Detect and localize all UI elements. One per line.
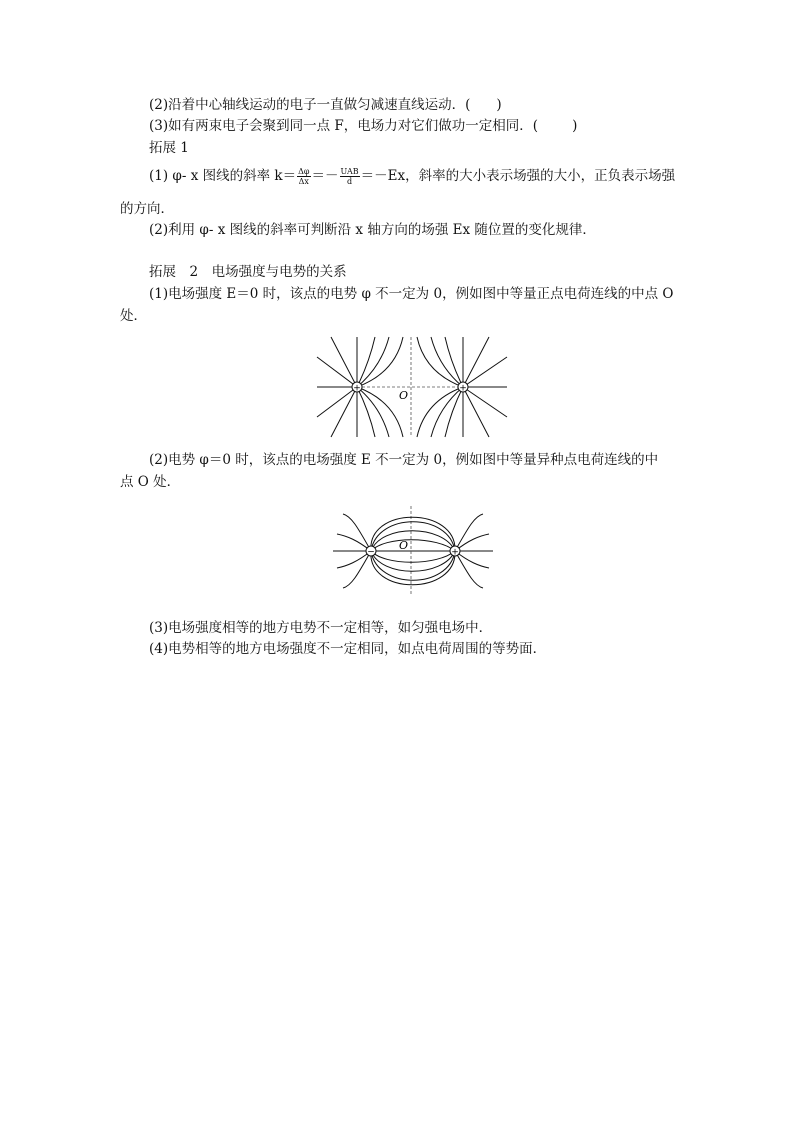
slope-formula-lead: (1) φ- x 图线的斜率 k＝ (149, 168, 297, 184)
slope-formula-tail: ＝－Ex，斜率的大小表示场强的大小，正负表示场强 (360, 168, 676, 184)
fraction-dphi-dx (297, 167, 310, 186)
equals-minus: ＝－ (311, 168, 339, 184)
charge-sign-negative: − (367, 547, 375, 558)
question-3-close: ) (572, 118, 578, 134)
charge-sign-positive: + (451, 547, 459, 558)
question-2 (149, 99, 502, 113)
extension-2-para-4: (4)电势相等的地方电场强度不一定相同，如点电荷周围的等势面． (149, 641, 547, 657)
charge-sign-right: + (459, 383, 467, 394)
extension-2-title: 拓展 2 电场强度与电势的关系 (149, 264, 347, 280)
fraction-denominator: Δx (298, 177, 309, 186)
fraction-numerator: UAB (340, 167, 359, 176)
question-3 (149, 120, 577, 134)
extension-2-para-1: (1)电场强度 E＝0 时，该点的电势 φ 不一定为 0，例如图中等量正点电荷连线的中点 O (149, 286, 674, 302)
extension-1-title: 拓展 1 (149, 140, 189, 156)
extension-1-para-2: (2)利用 φ- x 图线的斜率可判断沿 x 轴方向的场强 Ex 随位置的变化规律． (149, 222, 596, 238)
origin-label: O (399, 389, 409, 402)
figure-like-charges (317, 337, 507, 437)
question-2-close: ) (496, 97, 502, 113)
fraction-uab-d (340, 167, 360, 186)
fraction-denominator: d (347, 177, 353, 186)
extension-2-para-2-cont: 点 O 处． (120, 474, 181, 490)
figure-opposite-charges (333, 506, 493, 596)
question-3-text: (3)如有两束电子会聚到同一点 F，电场力对它们做功一定相同．( (149, 118, 539, 134)
fraction-numerator: Δφ (298, 167, 310, 176)
charge-sign-left: + (353, 383, 361, 394)
question-2-text: (2)沿着中心轴线运动的电子一直做匀减速直线运动．( (149, 97, 471, 113)
origin-label: O (399, 539, 409, 552)
extension-2-para-3: (3)电场强度相等的地方电势不一定相等，如匀强电场中． (149, 620, 493, 636)
extension-1-para-1-cont: 的方向． (120, 201, 174, 217)
extension-2-para-1-cont: 处． (120, 308, 147, 324)
extension-1-para-1 (149, 167, 675, 186)
extension-2-para-2: (2)电势 φ＝0 时，该点的电场强度 E 不一定为 0，例如图中等量异种点电荷连线的中 (149, 452, 659, 468)
